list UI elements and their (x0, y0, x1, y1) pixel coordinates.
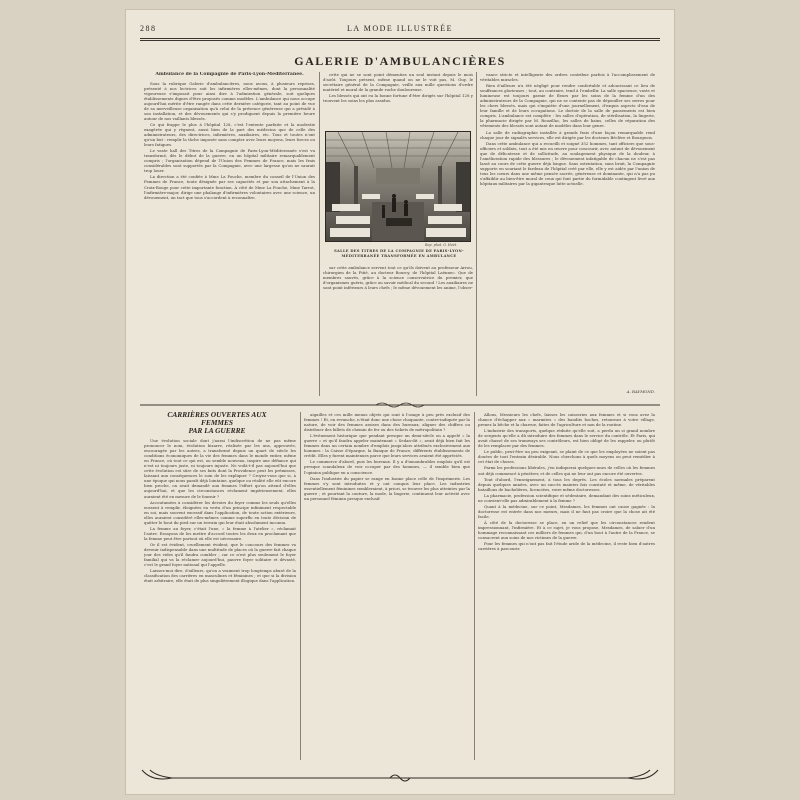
paragraph: sur cette ambulance servent tout ce qu'ils doivent au professeur Arrou, chirurgien de la Pitié, au docteur Bourcy, de l'hôpital Laënnec. Que de membres sauvés, grâce à la science conservatrice du premier, que d'organismes guéris, grâce au savoir médical du second ! Les auxiliaires ne sont point inférieurs à leurs chefs ; le même dévouement les anime, l'obser- (323, 265, 473, 291)
ornament-divider (140, 401, 660, 409)
magazine-name: LA MODE ILLUSTRÉE (347, 24, 453, 33)
paragraph: Le vaste hall des Titres de la Compagnie de Paris-Lyon-Méditerranée s'est vu transformé, dès le début de la guerre, en un hôpital militaire remarquablement compris ; l'organisation dépend de l'Union des Femmes de France, mais les frais considérables sont supportés par la Compagnie, avec une largesse qu'on ne saurait trop louer. (144, 148, 315, 174)
paragraph: Or il est évident, cruellement évident, que le concours des femmes va devenir indispensable dans une multitude de places où la guerre fait chaque jour des vides qu'il faudra combler ; car ce n'est plus seulement le foyer familial qui va la réclamer aujourd'hui, pauvre foyer solitaire et dévasté, c'est le grand foyer national qui l'appelle. (144, 541, 296, 568)
article1-signature: A. RAYMOND. (626, 389, 655, 394)
article2-title (152, 411, 282, 436)
paragraph: À côté de la doctoresse se place, en un relief que les circonstances rendent impressionnant, l'infirmière. Et à ce sujet, je vous propose, Mesdames, de saluer d'un hommage reconnaissant ces milliers de femmes qui, d'un bout à l'autre de la France, se consacrent aux soins de nos victimes de la guerre. (478, 519, 655, 541)
article1-column-3 (480, 72, 655, 388)
paragraph: Pour les femmes qui n'ont pas fait l'étude aride de la médecine, il reste bien d'autres carrières à parcourir. (478, 541, 655, 552)
paragraph: Quant à la médecine, sur ce point, Mesdames, les femmes ont cause gagnée : la doctoresse est entrée dans nos mœurs, mais il ne faut pas croire que la chose ait été facile. (478, 503, 655, 519)
footer-ornament (140, 768, 660, 784)
ornament-divider-graphic (140, 401, 660, 409)
column-rule (476, 72, 477, 396)
paragraph: La femme au foyer, c'était l'une, « la femme à l'atelier », réclamait l'autre. Essayons de les mettre d'accord toutes les deux en proclamant que la femme peut être partout où elle est nécessaire. (144, 525, 296, 541)
page-number: 288 (140, 24, 157, 33)
paragraph: Laissez-moi dire, d'ailleurs, qu'on a vraiment trop longtemps abusé de la classification des carrières en masculines et féminines ; et que si la division était arbitraire, elle était de plus singulièrement illogique dans l'application. (144, 568, 296, 584)
paragraph: Tout d'abord, l'enseignement, à tous les degrés. Les écoles normales préparent depuis quelques années, avec un succès maintes fois constaté et même, de véritables bataillons de bachelières, licenciées, voire même doctoresses. (478, 476, 655, 492)
paragraph: Le commerce d'abord, puis les bureaux. Il y a d'innombrables emplois qu'il est presque scandaleux de voir occuper par des hommes, — il semble bien que l'opinion publique en a conscience. (304, 459, 470, 475)
paragraph: Dans cette ambulance qui a recueilli et soigné 352 hommes, tant officiers que sous-officiers et soldats, tout a été mis en œuvre pour concourir, avec autant de dévouement que de délicatesse et de sollicitude, au soulagement physique de la douleur, à l'amélioration rapide des blessures ; le dévouement infatigable de chacun ne s'est pas lassé au cours de cette guerre déjà longue. Sans ostentation, sans bruit, la Compagnie supporte en souriant le fardeau de l'hôpital créé par elle, elle y est aidée par l'union de tous les cœurs dans une même pensée sacrée, généreuse et dominante, qui n'a pas pu s'affaiblir au bien-être moral de ceux qui font partie du formidable contingent livré aux hôpitaux militaires par la gigantesque lutte actuelle. (480, 140, 655, 186)
paragraph: Dans l'industrie du papier se range en bonne place celle de l'imprimerie. Les femmes s'y sont introduites et y ont conquis leur place. Les industries essentiellement féminines sembleraient, à priori, se trouver les plus atteintes par la guerre ; et pourtant la couture, la mode, la lingerie, continuent leur activité avec un personnel féminin presque exclusif. (304, 475, 470, 501)
paragraph: La salle de radiographie installée à grands frais d'une façon remarquable rend chaque jour de signalés services, elle est dirigée par les docteurs Béclère et Bourgeois. (480, 129, 655, 140)
paragraph: Allons, Messieurs les chefs, laissez les caisseries aux femmes et si vous avez la chance d'échapper aux « marmites » des bandits boches, retournez à votre village, prenez la bêche et la charrue, faites de l'agriculture et non de la routine. (478, 412, 655, 428)
magazine-page (126, 10, 674, 794)
paragraph: Une évolution sociale dont j'aurai l'indiscrétion de ne pas même prononcer le nom, évolution bizarre, réalisée par les uns, approuvée, encouragée par les autres, a transformé depuis un quart de siècle les conditions économiques de la vie des femmes dans le monde entier, même en France, où tout ce qui est, ou semble nouveau, inspire une défiance qui n'est ni toujours juste, ni toujours injuste. Ne voilà-t-il pas aujourd'hui que cette évolution est sûre de ses faits dont la Providence peut les prémisses, laissant aux conséquences le soin de les expliquer ? Croyez-vous que si, à une époque qui nous paraît déjà lointaine, quelque ou réalité elle eût encore bien proche, on avait demandé aux femmes l'effort qu'on attend d'elles aujourd'hui, et que les circonstances réclament impérieusement, elles auraient été en mesure de le fournir ? (144, 438, 296, 499)
column-rule (319, 72, 320, 396)
header-rule (140, 38, 660, 41)
article1-column-2-top (323, 72, 473, 128)
article2-column-2 (304, 412, 470, 760)
running-header (140, 24, 660, 36)
paragraph: aiguilles et ces mille menus objets qui sont à l'usage à peu près exclusif des femmes ! Et, en revanche, n'était donc une chose choquante, contre-indiquée par la nature, de voir des femmes assises dans des bureaux, aligner des chiffres ou distribuer des billets de chemin de fer ou des tickets de métropolitain ? (304, 412, 470, 433)
paragraph: La pharmacie, profession scientifique et sédentaire, demandant des soins méticuleux, ne convient-elle pas admirablement à la femme ? (478, 492, 655, 503)
article2-title-line-2: PAR LA GUERRE (188, 426, 246, 436)
paragraph: cette qui ne se sont point démenties un seul instant depuis le mois d'août. Toujours présent, même quand on ne le voit pas, M. Guy, le secrétaire général de la Compagnie, veille aux mille questions d'ordre matériel et moral de la grande ruche douloureuse. (323, 72, 473, 93)
paragraph: Rien d'ailleurs n'a été négligé pour rendre confortable et adoucissant ce lieu de souffrances glorieuses ; tout, au contraire, tend à l'embellir. La salle spacieuse, vaste et lumineuse est toujours garnie de fleurs par les soins de la femme d'un des administrateurs de la Compagnie, qui ne se contente pas de dépouiller ses serres pour les chers blessés, mais qui s'inquiète d'une journellement, d'exquis aspects d'eau de leur famille et de leurs occupations. Le dortoir de la salle de pansements est bien compris. L'ambulance est complète : les salles d'opération, de stérilisation, la lingerie, la pharmacie dirigée par M. Bouzillac, les salles de bains, celles de réparation des vêtements des blessés sont autant de modèles dans leur genre. (480, 83, 655, 129)
paragraph: Sous la rubrique Galerie d'ambulancières, nous avons, à plusieurs reprises, présenté à nos lectrices soit les infirmières elles-mêmes, dont la personnalité vigoureuse s'imposait pour ainsi dire à l'admiration générale, soit quelques établissements dignes d'être proposés comme modèles. L'ambulance qui nous occupe aujourd'hui mérite d'être rangée dans cette dernière catégorie, tant au point de vue de sa merveilleuse organisation qu'à celui de la présence généreuse qui a présidé à son installation, et des dévouements qui s'y prodiguent depuis la première heure autour de nos vaillants blessés. (144, 80, 315, 121)
column-rule (300, 412, 301, 760)
article1-column-1 (144, 72, 315, 396)
article1-signature-block (480, 386, 655, 394)
paragraph: Les blessés qui ont eu la bonne fortune d'être dirigés sur l'hôpital 128 y trouvent les soins les plus assidus. (323, 93, 473, 104)
article1-column-2-bottom (323, 265, 473, 395)
article1-subtitle: Ambulance de la Compagnie de Paris-Lyon-Méditerranée. (155, 72, 304, 77)
paragraph: Parmi les professions libérales, j'en indiquerai quelques-unes de celles où les femmes ont déjà commencé à pénétrer, et de celles qui ne leur ont pas encore été ouvertes. (478, 465, 655, 476)
photo-credit: Rep. phot. G. Hoët. (425, 243, 458, 247)
paragraph: L'événement historique que pendant presque un demi-siècle on a appelé « la guerre » et qu'il faudra appeler maintenant « Sedan-dit », avait déjà bien fait les femmes dans un certain nombre d'emplois jusqu'alors attribués exclusivement aux hommes : la Caisse d'épargne, la Banque de France, différents établissements de crédit. Elles y furent maintenues parce que leurs services avaient été appréciés. (304, 433, 470, 459)
paragraph: Accoutumées à considérer les devoirs du foyer comme les seuls qu'elles eussent à remplir, éloignées en vertu d'un principe infiniment respectable en soi, mais souvent excessif dans l'application, de toute action extérieure, elles auraient considéré elles-mêmes comme superflu en toute décision de quitter le bout du pied sur un terrain qui leur était absolument inconnu. (144, 499, 296, 525)
column-rule (474, 412, 475, 760)
paragraph: vance stricte et intelligente des ordres contribue parfois à l'accomplissement de véritables miracles. (480, 72, 655, 83)
article2-column-3 (478, 412, 655, 760)
article2-column-1 (144, 438, 296, 760)
ambulance-hall-photo (325, 131, 471, 242)
article2-title-line-1: CARRIÈRES OUVERTES AUX FEMMES (167, 410, 267, 428)
hall-photo-image (326, 132, 470, 241)
paragraph: L'industrie des transports, quelque réduite qu'elle soit, a perdu un si grand nombre de sergents qu'elle a dû introduire des femmes dans le service du contrôle. Et Paris, qui avait chassé de ses tramways ses contrôleurs, est bien obligé de les rappeler, ou plutôt de les remplacer par des femmes. (478, 428, 655, 449)
paragraph: La direction a été confiée à Mme La Fouche, membre du conseil de l'Union des Femmes de France, toute désignée par ses capacités et par son attachement à la Croix-Rouge pour cette importante fonction. À côté de Mme La Fouche, Mme Tarrot, l'infirmière-major, dirige une phalange d'infirmières volontaires avec une science, un dévouement, un tact que tous s'accordent à reconnaître. (144, 174, 315, 200)
paragraph: Le public, peut-être un peu exigeant, se plaint de ce que les employées ne soient pas douées de tout l'entrain désirable. Nous cherchons à quels moyens on peut remédier à cet état de choses. (478, 449, 655, 465)
footer-ornament-graphic (140, 768, 660, 784)
photo-caption: SALLE DES TITRES DE LA COMPAGNIE DE PARIS-LYON-MÉDITERRANÉE TRANSFORMÉE EN AMBULANCE (334, 249, 464, 258)
paragraph: Ce qui frappe le plus à l'hôpital 128, c'est l'entente parfaite et la modestie exagérée qui y règnent, aussi bien de la part des médecins que de celle des administrateurs, des directrices, infirmières, auxiliaires, etc. Tous et toutes n'ont qu'un but : remplir la tâche imposée sans compter avec leurs moyens, leurs forces ou leurs fatigues. (144, 121, 315, 148)
article1-title: GALERIE D'AMBULANCIÈRES (294, 54, 506, 68)
